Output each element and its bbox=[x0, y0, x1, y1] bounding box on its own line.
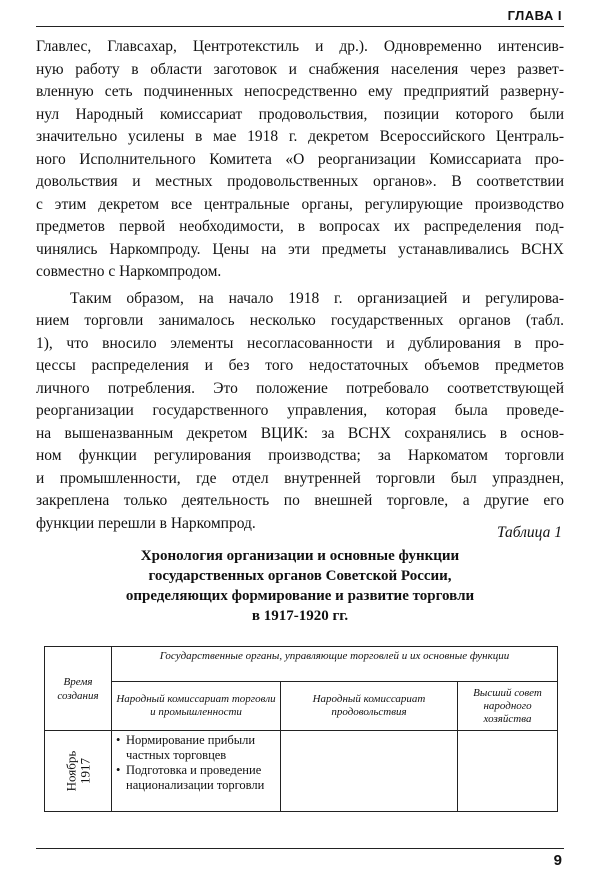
text-line: нием торговли занималось несколько государственных органов (табл. bbox=[36, 312, 564, 329]
header-col-narkomprod: Народный комиссариат продовольствия bbox=[281, 682, 458, 731]
text-line: закреплена только деятельность по внешней торговле, а другие его bbox=[36, 492, 564, 509]
table-row bbox=[45, 731, 558, 812]
text-line: личного потребления. Это положение потребовало соответствующей bbox=[36, 379, 564, 397]
text-line: довольствия и местных продовольственных органов». В соответствии bbox=[36, 173, 564, 190]
table-title-line: Хронология организации и основные функции bbox=[140, 548, 460, 564]
cell-narkomprod bbox=[281, 731, 458, 812]
date-month: Ноябрь bbox=[62, 750, 78, 792]
chapter-header: ГЛАВА I bbox=[507, 8, 562, 23]
date-label bbox=[64, 751, 92, 792]
function-list bbox=[116, 733, 276, 793]
text-line: функции перешли в Наркомпрод. bbox=[36, 514, 256, 532]
chronology-table bbox=[44, 646, 558, 812]
text-line: совместно с Наркомпродом. bbox=[36, 263, 222, 280]
text-line: цессы распределения и без того недостаточных объемов предметов bbox=[36, 357, 564, 374]
text-line: с этим декретом все центральные органы, регулирующие производство bbox=[36, 195, 564, 213]
header-rule bbox=[36, 26, 564, 27]
footer-rule bbox=[36, 848, 564, 849]
date-year: 1917 bbox=[76, 758, 92, 785]
text-line: 1), что вносило элементы несогласованности и дублирования в про- bbox=[36, 334, 564, 352]
header-time: Время создания bbox=[45, 647, 112, 731]
table-title-line: определяющих формирование и развитие торговли bbox=[125, 588, 475, 604]
table-label: Таблица 1 bbox=[496, 524, 562, 541]
header-col-narkomtorg: Народный комиссариат торговли и промышленности bbox=[112, 682, 281, 731]
text-line: Таким образом, на начало 1918 г. организацией и регулирова- bbox=[70, 289, 564, 307]
text-line: ного Исполнительного Комитета «О реорганизации Комиссариата про- bbox=[36, 150, 564, 168]
paragraph-2 bbox=[36, 288, 564, 536]
text-line: на вышеназванным декретом ВЦИК: за ВСНХ сохранялись в основ- bbox=[36, 424, 564, 442]
table-title bbox=[36, 546, 564, 626]
text-line: ном функции регулирования производства; за Наркоматом торговли bbox=[36, 447, 564, 464]
table-title-line: в 1917-1920 гг. bbox=[251, 608, 349, 624]
text-line: ную работу в области заготовок и снабжения населения через развет- bbox=[36, 60, 564, 78]
date-cell bbox=[45, 731, 112, 812]
header-col-vsnh: Высший совет народного хозяйства bbox=[458, 682, 558, 731]
text-line: предметов первой необходимости, в вопросах их распределения под- bbox=[36, 218, 564, 235]
list-item: • Подготовка и проведение национализации торговли bbox=[116, 763, 276, 793]
text-line: чинялись Наркомпроду. Цены на эти предметы устанавливались ВСНХ bbox=[36, 240, 564, 258]
cell-vsnh bbox=[458, 731, 558, 812]
text-line: вленную сеть подчиненных непосредственно ему предприятий разверну- bbox=[36, 83, 564, 100]
text-line: значительно усилены в мае 1918 г. декретом Всероссийского Централь- bbox=[36, 128, 564, 145]
text-line: нул Народный комиссариат продовольствия, позиции которого были bbox=[36, 105, 564, 123]
body-text bbox=[36, 36, 564, 535]
page-number: 9 bbox=[553, 852, 562, 869]
header-group: Государственные органы, управляющие торговлей и их основные функции bbox=[112, 647, 558, 682]
paragraph-1 bbox=[36, 36, 564, 284]
table-title-line: государственных органов Советской России, bbox=[148, 568, 452, 584]
list-item: • Нормирование прибыли частных торговцев bbox=[116, 733, 276, 763]
text-line: и промышленности, где отдел внутренней торговли был упразднен, bbox=[36, 469, 564, 487]
text-line: Главлес, Главсахар, Центротекстиль и др.). Одновременно интенсив- bbox=[36, 38, 564, 55]
cell-narkomtorg bbox=[112, 731, 281, 812]
text-line: реорганизации государственного управления, которая была проведе- bbox=[36, 402, 564, 419]
